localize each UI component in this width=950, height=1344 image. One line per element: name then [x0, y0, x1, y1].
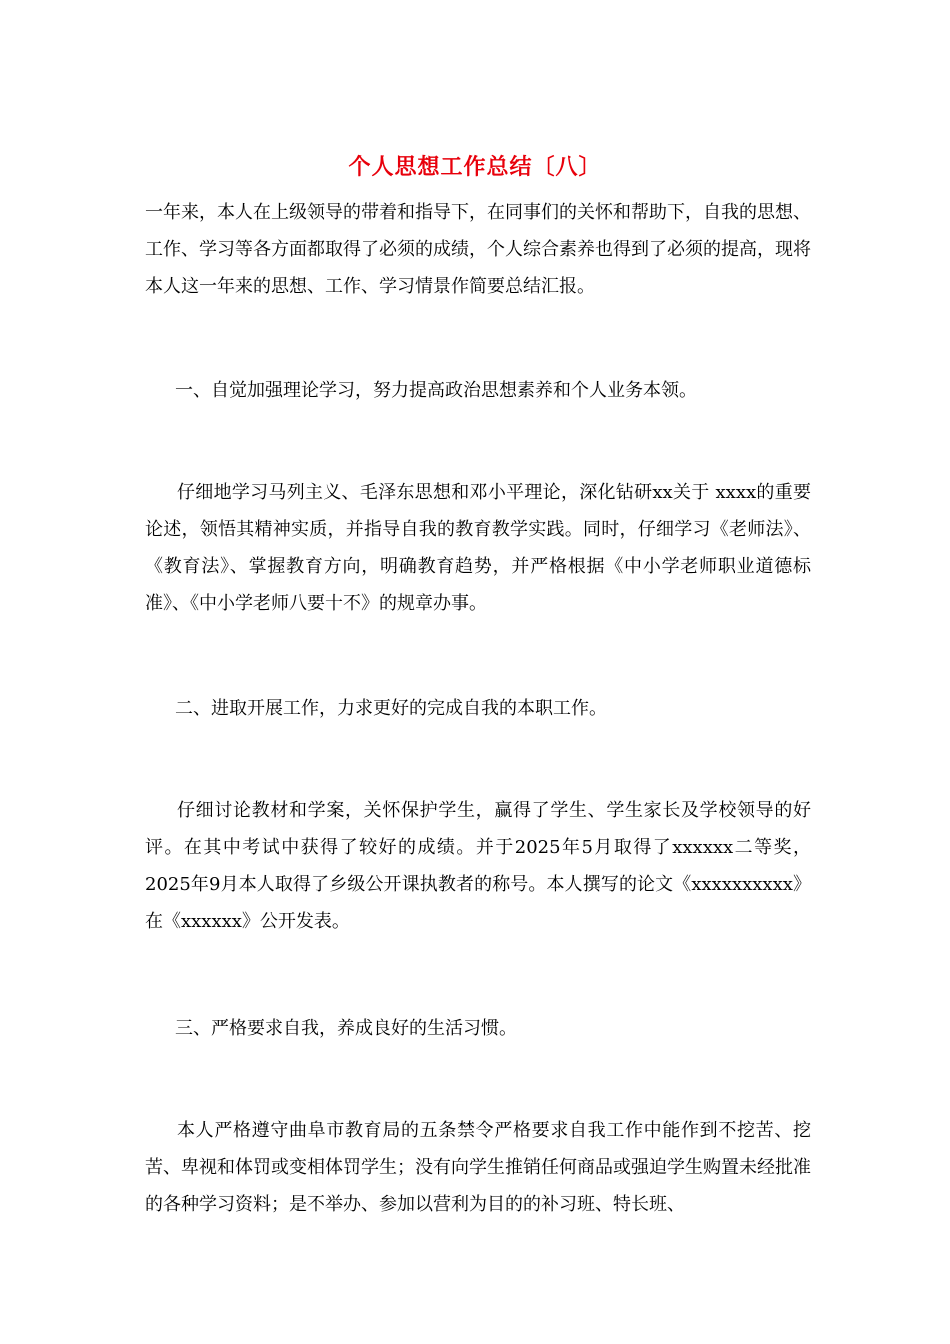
section-heading-2: 二、进取开展工作，力求更好的完成自我的本职工作。	[175, 698, 607, 719]
intro-paragraph: 一年来，本人在上级领导的带着和指导下，在同事们的关怀和帮助下，自我的思想、工作、学习等各方面都取得了必须的成绩，个人综合素养也得到了必须的提高，现将本人这一年来的思想、工作、学习情景作简要总结汇报。	[145, 202, 811, 297]
document-title: 个人思想工作总结〔八〕	[348, 155, 602, 180]
section-heading-3: 三、严格要求自我，养成良好的生活习惯。	[175, 1018, 517, 1039]
section-body-1: 仔细地学习马列主义、毛泽东思想和邓小平理论，深化钻研xx关于 xxxx的重要论述，领悟其精神实质，并指导自我的教育教学实践。同时，仔细学习《老师法》、《教育法》、掌握教育方向，明确教育趋势，并严格根据《中小学老师职业道德标准》、《中小学老师八要十不》的规章办事。	[145, 482, 811, 614]
section-body-3: 本人严格遵守曲阜市教育局的五条禁令严格要求自我工作中能作到不挖苦、挖苦、卑视和体罚或变相体罚学生；没有向学生推销任何商品或强迫学生购置未经批准的各种学习资料；是不举办、参加以营利为目的的补习班、特长班、	[145, 1120, 811, 1215]
section-heading-1: 一、自觉加强理论学习，努力提高政治思想素养和个人业务本领。	[175, 380, 697, 401]
section-body-2: 仔细讨论教材和学案，关怀保护学生，赢得了学生、学生家长及学校领导的好评。在其中考试中获得了较好的成绩。并于2025年5月取得了xxxxxx二等奖，2025年9月本人取得了乡级公开课执教者的称号。本人撰写的论文《xxxxxxxxxx》在《xxxxxx》公开发表。	[145, 800, 811, 932]
